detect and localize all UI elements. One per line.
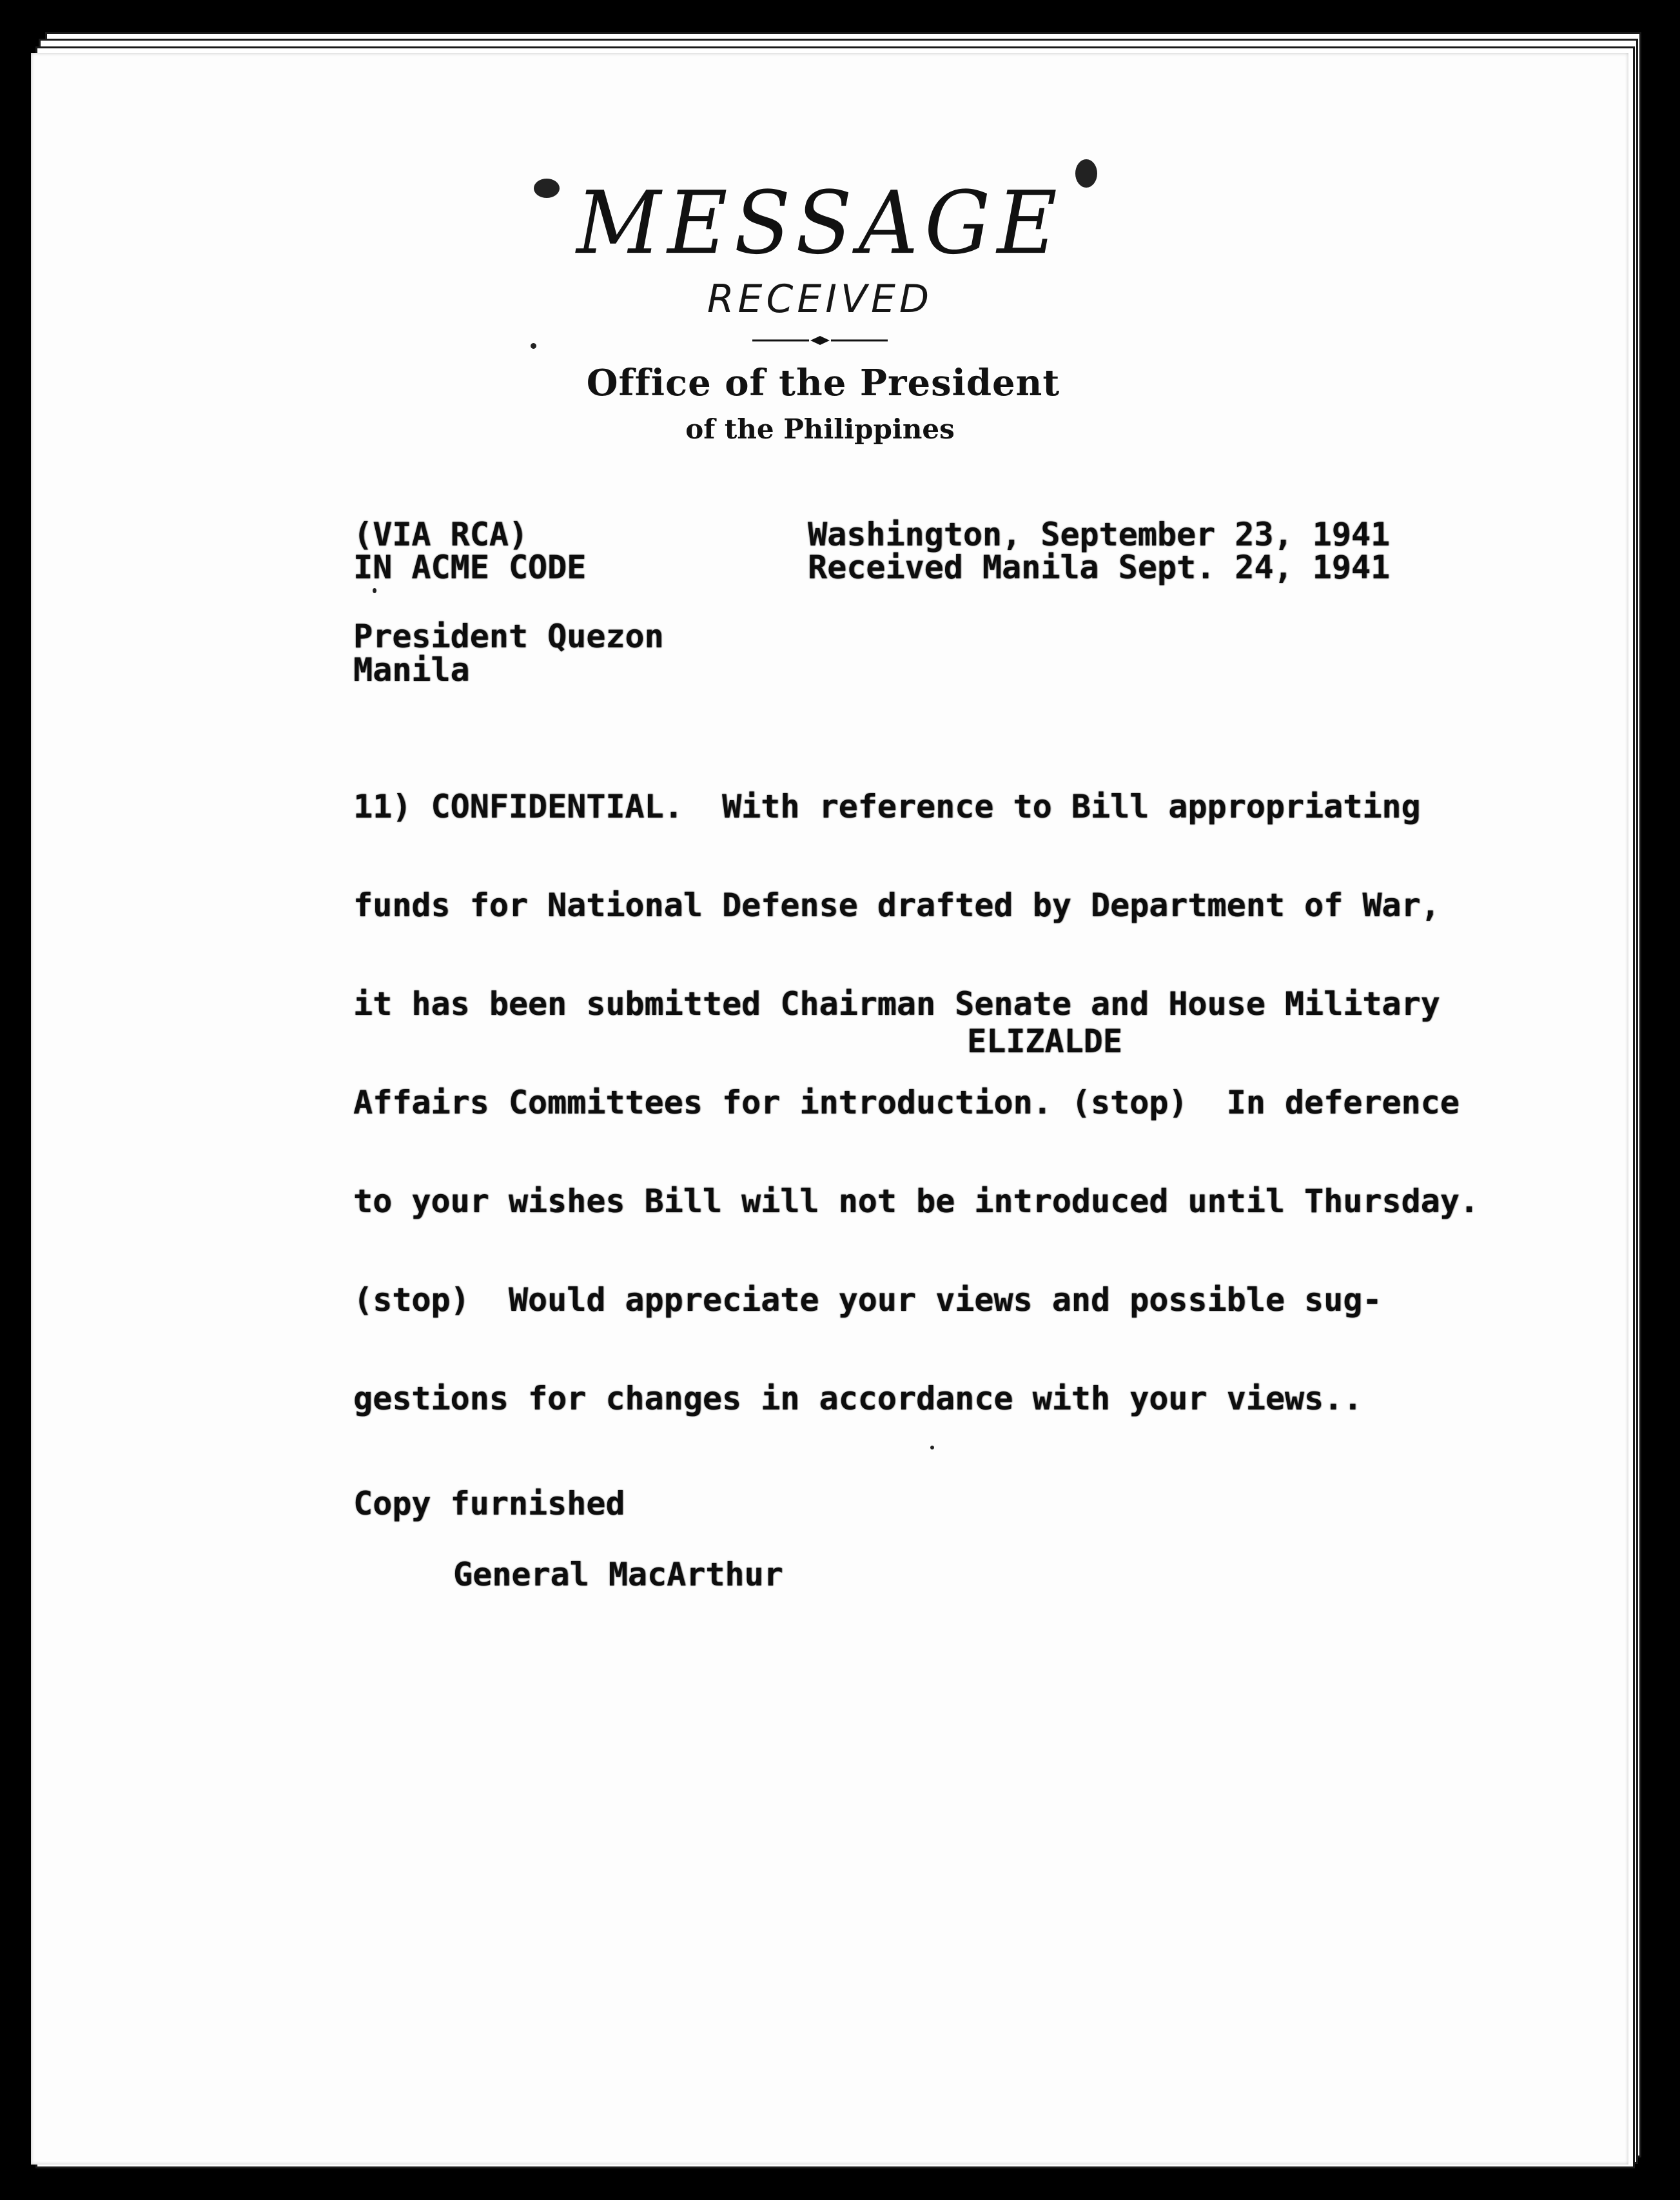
ink-blot-right	[1075, 159, 1097, 188]
ink-blot-left	[534, 179, 560, 198]
office-line-2: of the Philippines	[685, 413, 955, 445]
ornament-divider-icon	[752, 331, 888, 350]
origin-date: Washington, September 23, 1941	[808, 516, 1391, 553]
routing-code: IN ACME CODE	[353, 549, 587, 586]
routing-via: (VIA RCA)	[353, 516, 528, 553]
body-line: Affairs Committees for introduction. (stop) In deference	[353, 1084, 1460, 1121]
document-page	[31, 53, 1628, 2165]
copy-recipient: General MacArthur	[453, 1556, 783, 1593]
addressee-name: President Quezon	[353, 618, 664, 655]
office-line-1: Office of the President	[586, 362, 1060, 404]
ink-speck	[531, 343, 536, 349]
body-line: 11) CONFIDENTIAL. With reference to Bill appropriating	[353, 788, 1421, 825]
letterhead	[31, 175, 1628, 445]
body-line: (stop) Would appreciate your views and possible sug-	[353, 1281, 1382, 1319]
addressee-city: Manila	[353, 651, 470, 689]
body-line: to your wishes Bill will not be introduced until Thursday.	[353, 1183, 1479, 1220]
body-line: funds for National Defense drafted by Department of War,	[353, 887, 1440, 924]
signature: ELIZALDE	[967, 1023, 1122, 1060]
copy-furnished-label: Copy furnished	[353, 1485, 625, 1522]
letterhead-subtitle: RECEIVED	[707, 277, 933, 322]
message-body	[353, 725, 1479, 1481]
body-line: it has been submitted Chairman Senate and House Military	[353, 985, 1440, 1023]
letterhead-title: MESSAGE	[576, 173, 1064, 274]
received-date: Received Manila Sept. 24, 1941	[808, 549, 1391, 586]
body-line: gestions for changes in accordance with your views..	[353, 1380, 1363, 1417]
ink-speck	[373, 588, 376, 593]
